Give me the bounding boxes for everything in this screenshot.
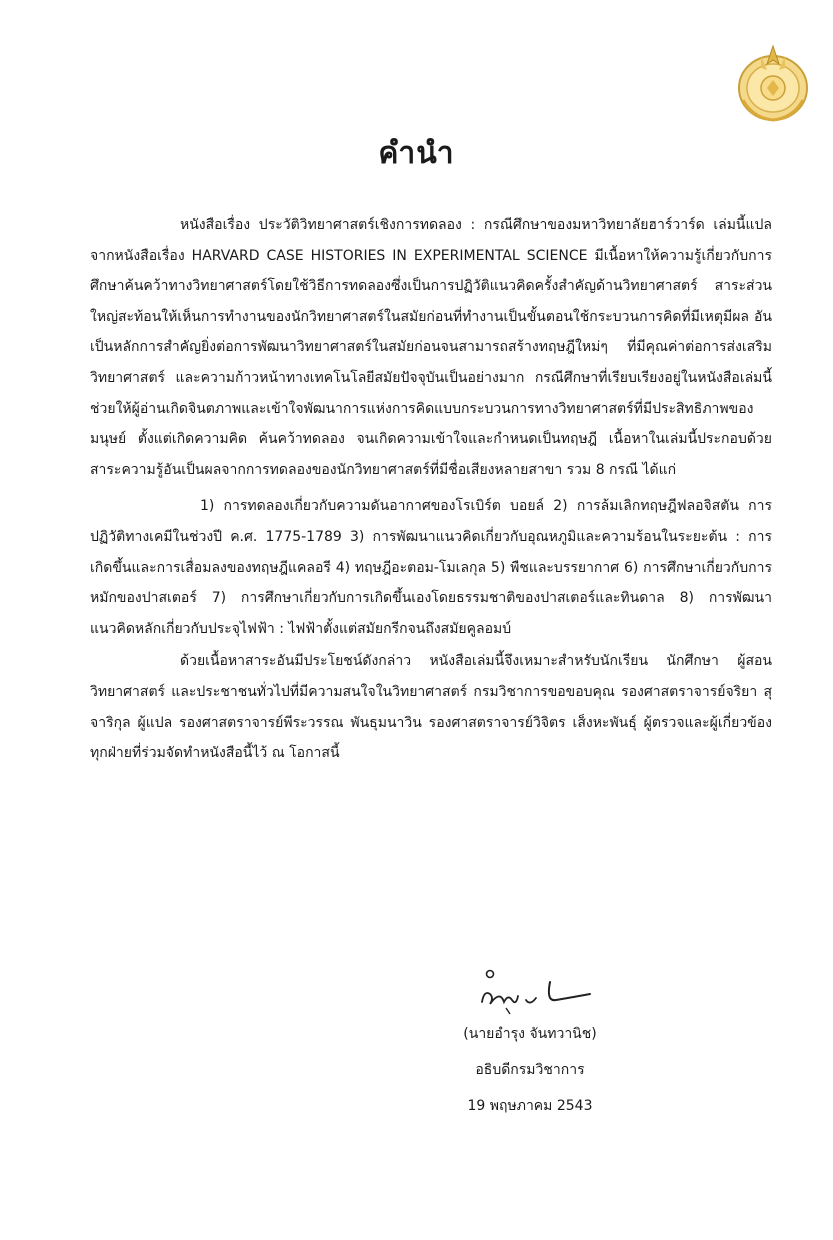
preface-paragraph-3: ด้วยเนื้อหาสาระอันมีประโยชน์ดังกล่าว หนังสือเล่มนี้จึงเหมาะสำหรับนักเรียน นักศึกษา ผู้สอนวิทยาศาสตร์ และประชาชนทั่วไปที่มีความสนใจในวิทยาศาสตร์ กรมวิชาการขอขอบคุณ รองศาสตราจารย์จริยา สุจาริกุล ผู้แปล รองศาสตราจารย์พีระวรรณ พันธุมนาวิน รองศาสตราจารย์วิจิตร เส็งหะพันธุ์ ผู้ตรวจและผู้เกี่ยวข้องทุกฝ่ายที่ร่วมจัดทำหนังสือนี้ไว้ ณ โอกาสนี้ xyxy=(90,653,772,762)
page-title: คำนำ xyxy=(378,136,455,171)
preface-paragraph-1: หนังสือเรื่อง ประวัติวิทยาศาสตร์เชิงการทดลอง : กรณีศึกษาของมหาวิทยาลัยฮาร์วาร์ด เล่มนี้แปลจากหนังสือเรื่อง HARVARD CASE HISTORIES IN EXPERIMENTAL SCIENCE มีเนื้อหาให้ความรู้เกี่ยวกับการศึกษาค้นคว้าทางวิทยาศาสตร์โดยใช้วิธีการทดลองซึ่งเป็นการปฏิวัติแนวคิดครั้งสำคัญด้านวิทยาศาสตร์ สาระส่วนใหญ่สะท้อนให้เห็นการทำงานของนักวิทยาศาสตร์ในสมัยก่อนที่ทำงานเป็นขั้นตอนใช้กระบวนการคิดที่มีเหตุมีผล อันเป็นหลักการสำคัญยิ่งต่อการพัฒนาวิทยาศาสตร์ในสมัยก่อนจนสามารถสร้างทฤษฎีใหม่ๆ ที่มีคุณค่าต่อการส่งเสริมวิทยาศาสตร์ และความก้าวหน้าทางเทคโนโลยีสมัยปัจจุบันเป็นอย่างมาก กรณีศึกษาที่เรียบเรียงอยู่ในหนังสือเล่มนี้ช่วยให้ผู้อ่านเกิดจินตภาพและเข้าใจพัฒนาการแห่งการคิดแบบกระบวนการทางวิทยาศาสตร์ที่มีประสิทธิภาพของมนุษย์ ตั้งแต่เกิดความคิด ค้นคว้าทดลอง จนเกิดความเข้าใจและกำหนดเป็นทฤษฎี เนื้อหาในเล่มนี้ประกอบด้วยสาระความรู้อันเป็นผลจากการทดลองของนักวิทยาศาสตร์ที่มีชื่อเสียงหลายสาขา รวม 8 กรณี ได้แก่ xyxy=(90,217,772,478)
signatory-position: อธิบดีกรมวิชาการ xyxy=(475,1062,585,1078)
signature-block xyxy=(420,960,640,1124)
preface-body xyxy=(90,210,772,771)
handwritten-signature-icon xyxy=(460,960,600,1016)
preface-paragraph-2: 1) การทดลองเกี่ยวกับความดันอากาศของโรเบิร์ต บอยล์ 2) การล้มเลิกทฤษฎีฟลอจิสตัน การปฏิวัติทางเคมีในช่วงปี ค.ศ. 1775-1789 3) การพัฒนาแนวคิดเกี่ยวกับอุณหภูมิและความร้อนในระยะต้น : การเกิดขึ้นและการเสื่อมลงของทฤษฎีแคลอรี 4) ทฤษฎีอะตอม-โมเลกุล 5) พืชและบรรยากาศ 6) การศึกษาเกี่ยวกับการหมักของปาสเตอร์ 7) การศึกษาเกี่ยวกับการเกิดขึ้นเองโดยธรรมชาติของปาสเตอร์และทินดาล 8) การพัฒนาแนวคิดหลักเกี่ยวกับประจุไฟฟ้า : ไฟฟ้าตั้งแต่สมัยกรีกจนถึงสมัยคูลอมบ์ xyxy=(90,498,772,637)
signatory-name: (นายอำรุง จันทวานิช) xyxy=(463,1026,597,1042)
ministry-emblem-icon xyxy=(733,40,813,124)
signature-date: 19 พฤษภาคม 2543 xyxy=(467,1098,593,1114)
